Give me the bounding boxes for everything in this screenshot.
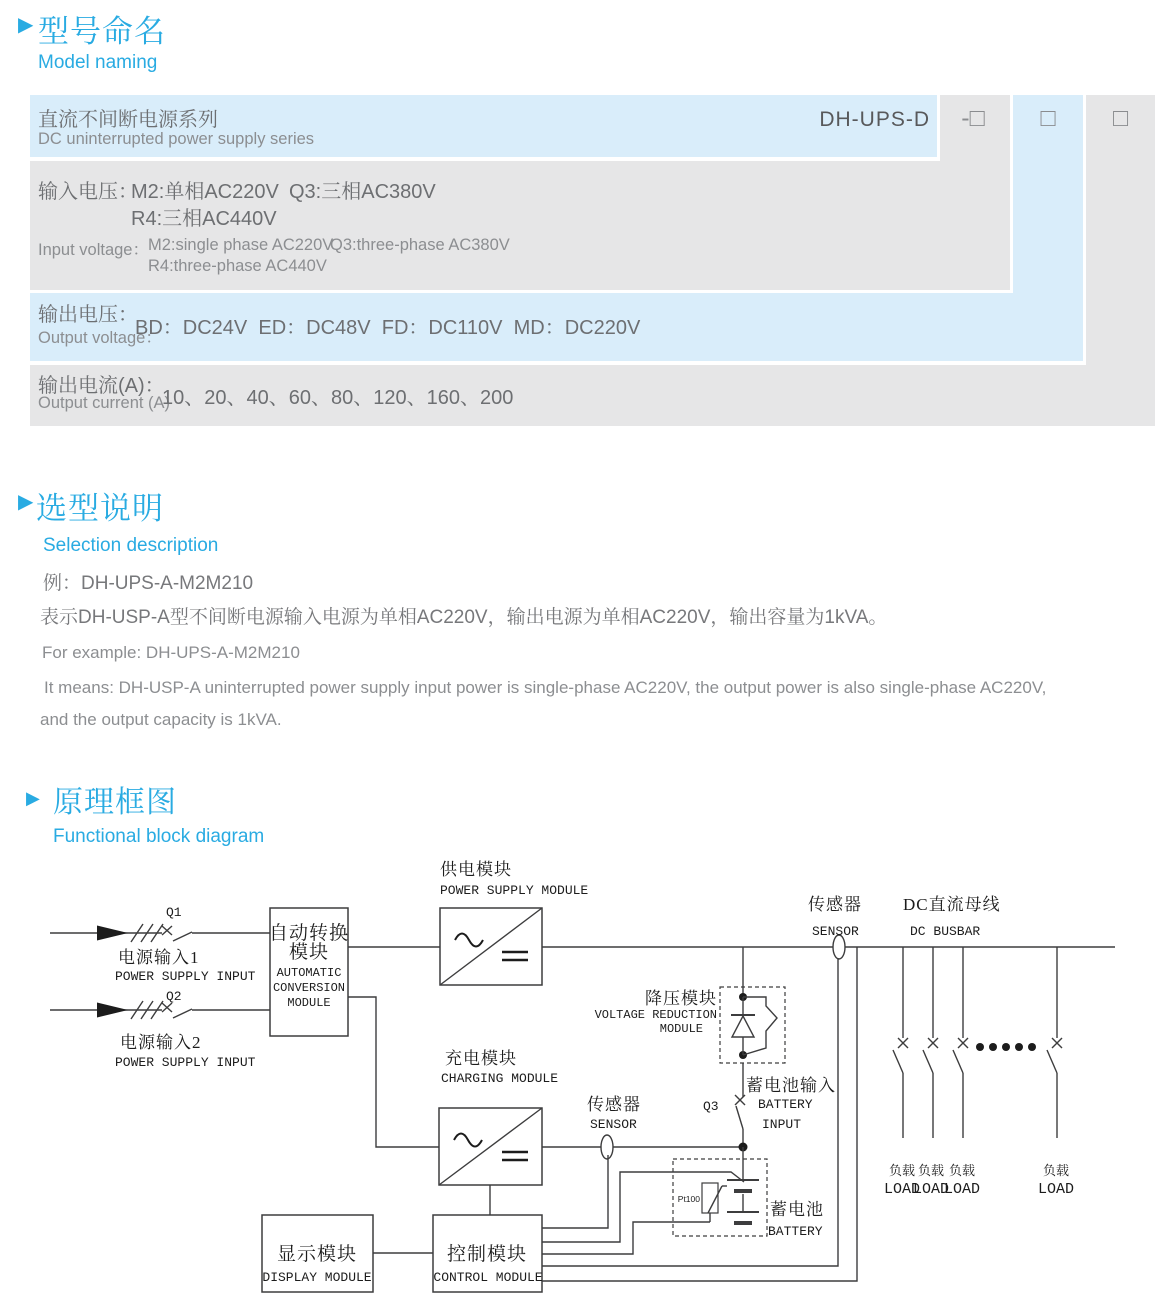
display-module-zh: 显示模块: [276, 1244, 358, 1265]
dc-busbar-zh: DC直流母线: [903, 895, 1001, 914]
load-branch-3: [953, 947, 968, 1138]
battery-input-en1: BATTERY: [758, 1097, 813, 1112]
input-voltage-zh-r4: R4:三相AC440V: [131, 208, 277, 230]
load-branch-1: [893, 947, 908, 1138]
power-supply-module-box: [440, 908, 542, 985]
diode-icon: [731, 997, 755, 1055]
output-voltage-label-en: Output voltage：: [38, 329, 162, 347]
section1-bullet-icon: ▶: [18, 14, 34, 36]
section2-title-en: Selection description: [43, 535, 219, 556]
breaker-blade-icon: [173, 932, 192, 941]
output-voltage-label-zh: 输出电压：: [38, 304, 138, 326]
section3-title-zh: 原理框图: [53, 786, 177, 819]
auto-module-en2: CONVERSION: [272, 981, 346, 995]
output-current-label-en: Output current (A): [38, 394, 171, 412]
battery-input-zh: 蓄电池输入: [746, 1076, 836, 1095]
output-current-values: 10、20、40、60、80、120、160、200: [162, 387, 514, 409]
model-code: DH-UPS-D: [819, 108, 930, 131]
power-input-2-zh: 电源输入2: [120, 1033, 202, 1052]
arrow-icon: [97, 1003, 128, 1018]
input-voltage-label-zh: 输入电压：: [38, 181, 138, 203]
auto-module-en1: AUTOMATIC: [276, 966, 342, 980]
display-module-en: DISPLAY MODULE: [262, 1270, 372, 1285]
load-1-zh: 负载: [888, 1163, 916, 1178]
pt100-label: Pt100: [677, 1194, 700, 1204]
load-3-zh: 负载: [948, 1163, 976, 1178]
charging-label-en: CHARGING MODULE: [441, 1071, 559, 1086]
input-voltage-label-en: Input voltage：: [38, 241, 149, 259]
power-input-1-en: POWER SUPPLY INPUT: [115, 969, 256, 984]
series-name-en: DC uninterrupted power supply series: [38, 130, 315, 148]
section2-title-zh: 选型说明: [36, 491, 164, 526]
load-branch-2: [923, 947, 938, 1138]
auto-module-zh1: 自动转换: [268, 923, 350, 944]
more-loads-dots-icon: [976, 1043, 1036, 1051]
arrow-icon: [97, 926, 128, 941]
control-sense-wire-1: [542, 1155, 608, 1228]
section1-title-en: Model naming: [38, 52, 158, 73]
load-4-zh: 负载: [1042, 1163, 1070, 1178]
battery-label-zh: 蓄电池: [770, 1200, 824, 1219]
control-module-zh: 控制模块: [446, 1244, 528, 1265]
section3-title-en: Functional block diagram: [53, 826, 265, 847]
dc-busbar-en: DC BUSBAR: [910, 924, 981, 939]
q1-label: Q1: [166, 905, 182, 920]
charging-label-zh: 充电模块: [445, 1049, 517, 1068]
selection-desc-en-line2: and the output capacity is 1kVA.: [40, 710, 282, 729]
load-branch-4: [1047, 947, 1062, 1138]
psu-label-zh: 供电模块: [440, 860, 512, 879]
power-input-1-zh: 电源输入1: [118, 948, 200, 967]
input-voltage-en-r4: R4:three-phase AC440V: [148, 257, 327, 275]
selection-desc-en-line1: It means: DH-USP-A uninterrupted power supply input power is single-phase AC220V, the output power is also single-phase AC220V,: [44, 678, 1047, 697]
charger-sensor-zh: 传感器: [587, 1095, 641, 1114]
vr-label-zh: 降压模块: [645, 989, 717, 1008]
load-1-en: LOAD: [883, 1181, 921, 1198]
control-module-en: CONTROL MODULE: [433, 1270, 543, 1285]
load-3-en: LOAD: [943, 1181, 981, 1198]
input-voltage-en-m2: M2:single phase AC220V: [148, 236, 334, 254]
q3-label: Q3: [703, 1099, 719, 1114]
busbar-sensor-zh: 传感器: [808, 895, 862, 914]
output-current-label-zh: 输出电流(A)：: [38, 375, 165, 397]
selection-example-zh: 例：DH-UPS-A-M2M210: [43, 573, 254, 594]
charger-sensor-en: SENSOR: [590, 1117, 637, 1132]
busbar-sensor-en: SENSOR: [812, 924, 859, 939]
auto-module-en3: MODULE: [287, 996, 331, 1010]
auto-to-charger-wire: [348, 997, 439, 1147]
model-code-box-1: -□: [961, 104, 985, 132]
auto-module-zh2: 模块: [288, 942, 330, 963]
control-sense-wire-3: [542, 1222, 710, 1254]
pt100-sensor-icon: [702, 1183, 727, 1222]
charger-sensor-icon: [601, 1135, 613, 1159]
battery-label-en: BATTERY: [768, 1224, 823, 1239]
model-code-box-2: □: [1040, 104, 1056, 132]
load-4-en: LOAD: [1037, 1181, 1075, 1198]
input-voltage-en-q3: Q3:three-phase AC380V: [330, 236, 510, 254]
functional-block-diagram: [0, 848, 1167, 1308]
output-voltage-values: BD：DC24V ED：DC48V FD：DC110V MD：DC220V: [135, 317, 641, 339]
load-2-en: LOAD: [912, 1181, 950, 1198]
selection-desc-zh: 表示DH-USP-A型不间断电源输入电源为单相AC220V，输出电源为单相AC220V，输出容量为1kVA。: [40, 607, 888, 628]
vr-label-en2: MODULE: [659, 1022, 703, 1036]
load-2-zh: 负载: [917, 1163, 945, 1178]
power-input-1-line: [50, 924, 270, 942]
vr-label-en1: VOLTAGE REDUCTION: [594, 1008, 717, 1022]
model-code-box-3: □: [1112, 104, 1129, 132]
q2-label: Q2: [166, 989, 182, 1004]
input-voltage-zh-m2: M2:单相AC220V: [131, 181, 279, 203]
section1-title-zh: 型号命名: [38, 14, 166, 49]
power-input-2-en: POWER SUPPLY INPUT: [115, 1055, 256, 1070]
battery-input-switch: [735, 1063, 745, 1147]
charging-module-box: [439, 1108, 542, 1185]
section3-bullet-icon: ▶: [26, 788, 40, 808]
series-name-zh: 直流不间断电源系列: [38, 109, 218, 131]
breaker-blade-icon: [173, 1009, 192, 1018]
battery-input-en2: INPUT: [762, 1117, 802, 1132]
selection-example-en: For example: DH-UPS-A-M2M210: [42, 643, 300, 662]
section2-bullet-icon: ▶: [18, 491, 34, 513]
power-input-2-line: [50, 1001, 270, 1019]
input-voltage-zh-q3: Q3:三相AC380V: [289, 181, 436, 203]
psu-label-en: POWER SUPPLY MODULE: [440, 883, 589, 898]
